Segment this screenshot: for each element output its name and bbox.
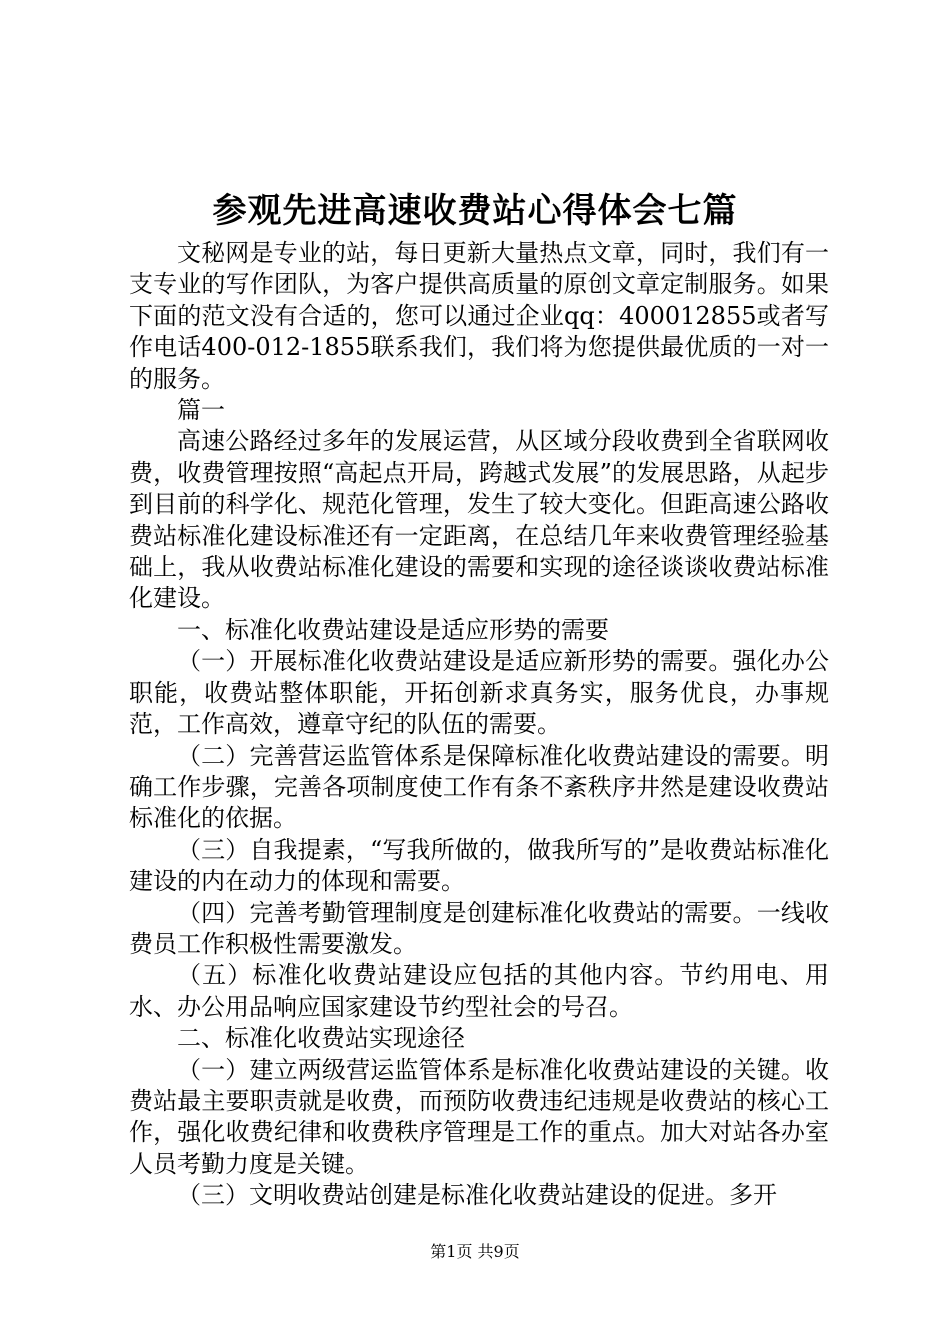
paragraph-item-2-1: （一）建立两级营运监管体系是标准化收费站建设的关键。收费站最主要职责就是收费，而预防收费违纪违规是收费站的核心工作，强化收费纪律和收费秩序管理是工作的重点。加大对站各办室人员考勤力度是关键。 <box>129 1055 829 1178</box>
document-body <box>129 238 829 1212</box>
heading-section-one: 一、标准化收费站建设是适应形势的需要 <box>177 615 609 644</box>
paragraph-item-2-3: （三）文明收费站创建是标准化收费站建设的促进。多开 <box>177 1181 777 1210</box>
paragraph-item-1-2: （二）完善营运监管体系是保障标准化收费站建设的需要。明确工作步骤，完善各项制度使工作有条不紊秩序井然是建设收费站标准化的依据。 <box>129 741 829 833</box>
paragraph-section-label: 篇一 <box>177 396 225 425</box>
paragraph-item-1-1: （一）开展标准化收费站建设是适应新形势的需要。强化办公职能，收费站整体职能，开拓创新求真务实，服务优良，办事规范，工作高效，遵章守纪的队伍的需要。 <box>129 647 829 739</box>
paragraph-item-1-3: （三）自我提素，“写我所做的，做我所写的”是收费站标准化建设的内在动力的体现和需要。 <box>129 835 829 896</box>
page-footer: 第1页 共9页 <box>430 1242 520 1261</box>
paragraph-item-1-4: （四）完善考勤管理制度是创建标准化收费站的需要。一线收费员工作积极性需要激发。 <box>129 898 829 958</box>
paragraph-overview: 高速公路经过多年的发展运营，从区域分段收费到全省联网收费，收费管理按照“高起点开局，跨越式发展”的发展思路，从起步到目前的科学化、规范化管理，发生了较大变化。但距高速公路收费站标准化建设标准还有一定距离，在总结几年来收费管理经验基础上，我从收费站标准化建设的需要和实现的途径谈谈收费站标准化建设。 <box>129 427 829 613</box>
paragraph-intro: 文秘网是专业的站，每日更新大量热点文章，同时，我们有一支专业的写作团队，为客户提供高质量的原创文章定制服务。如果下面的范文没有合适的，您可以通过企业qq：400012855或者写作电话400-012-1855联系我们，我们将为您提供最优质的一对一的服务。 <box>129 239 829 393</box>
paragraph-item-1-5: （五）标准化收费站建设应包括的其他内容。节约用电、用水、办公用品响应国家建设节约型社会的号召。 <box>129 961 829 1021</box>
heading-section-two: 二、标准化收费站实现途径 <box>177 1024 465 1053</box>
document-title: 参观先进高速收费站心得体会七篇 <box>212 191 738 231</box>
